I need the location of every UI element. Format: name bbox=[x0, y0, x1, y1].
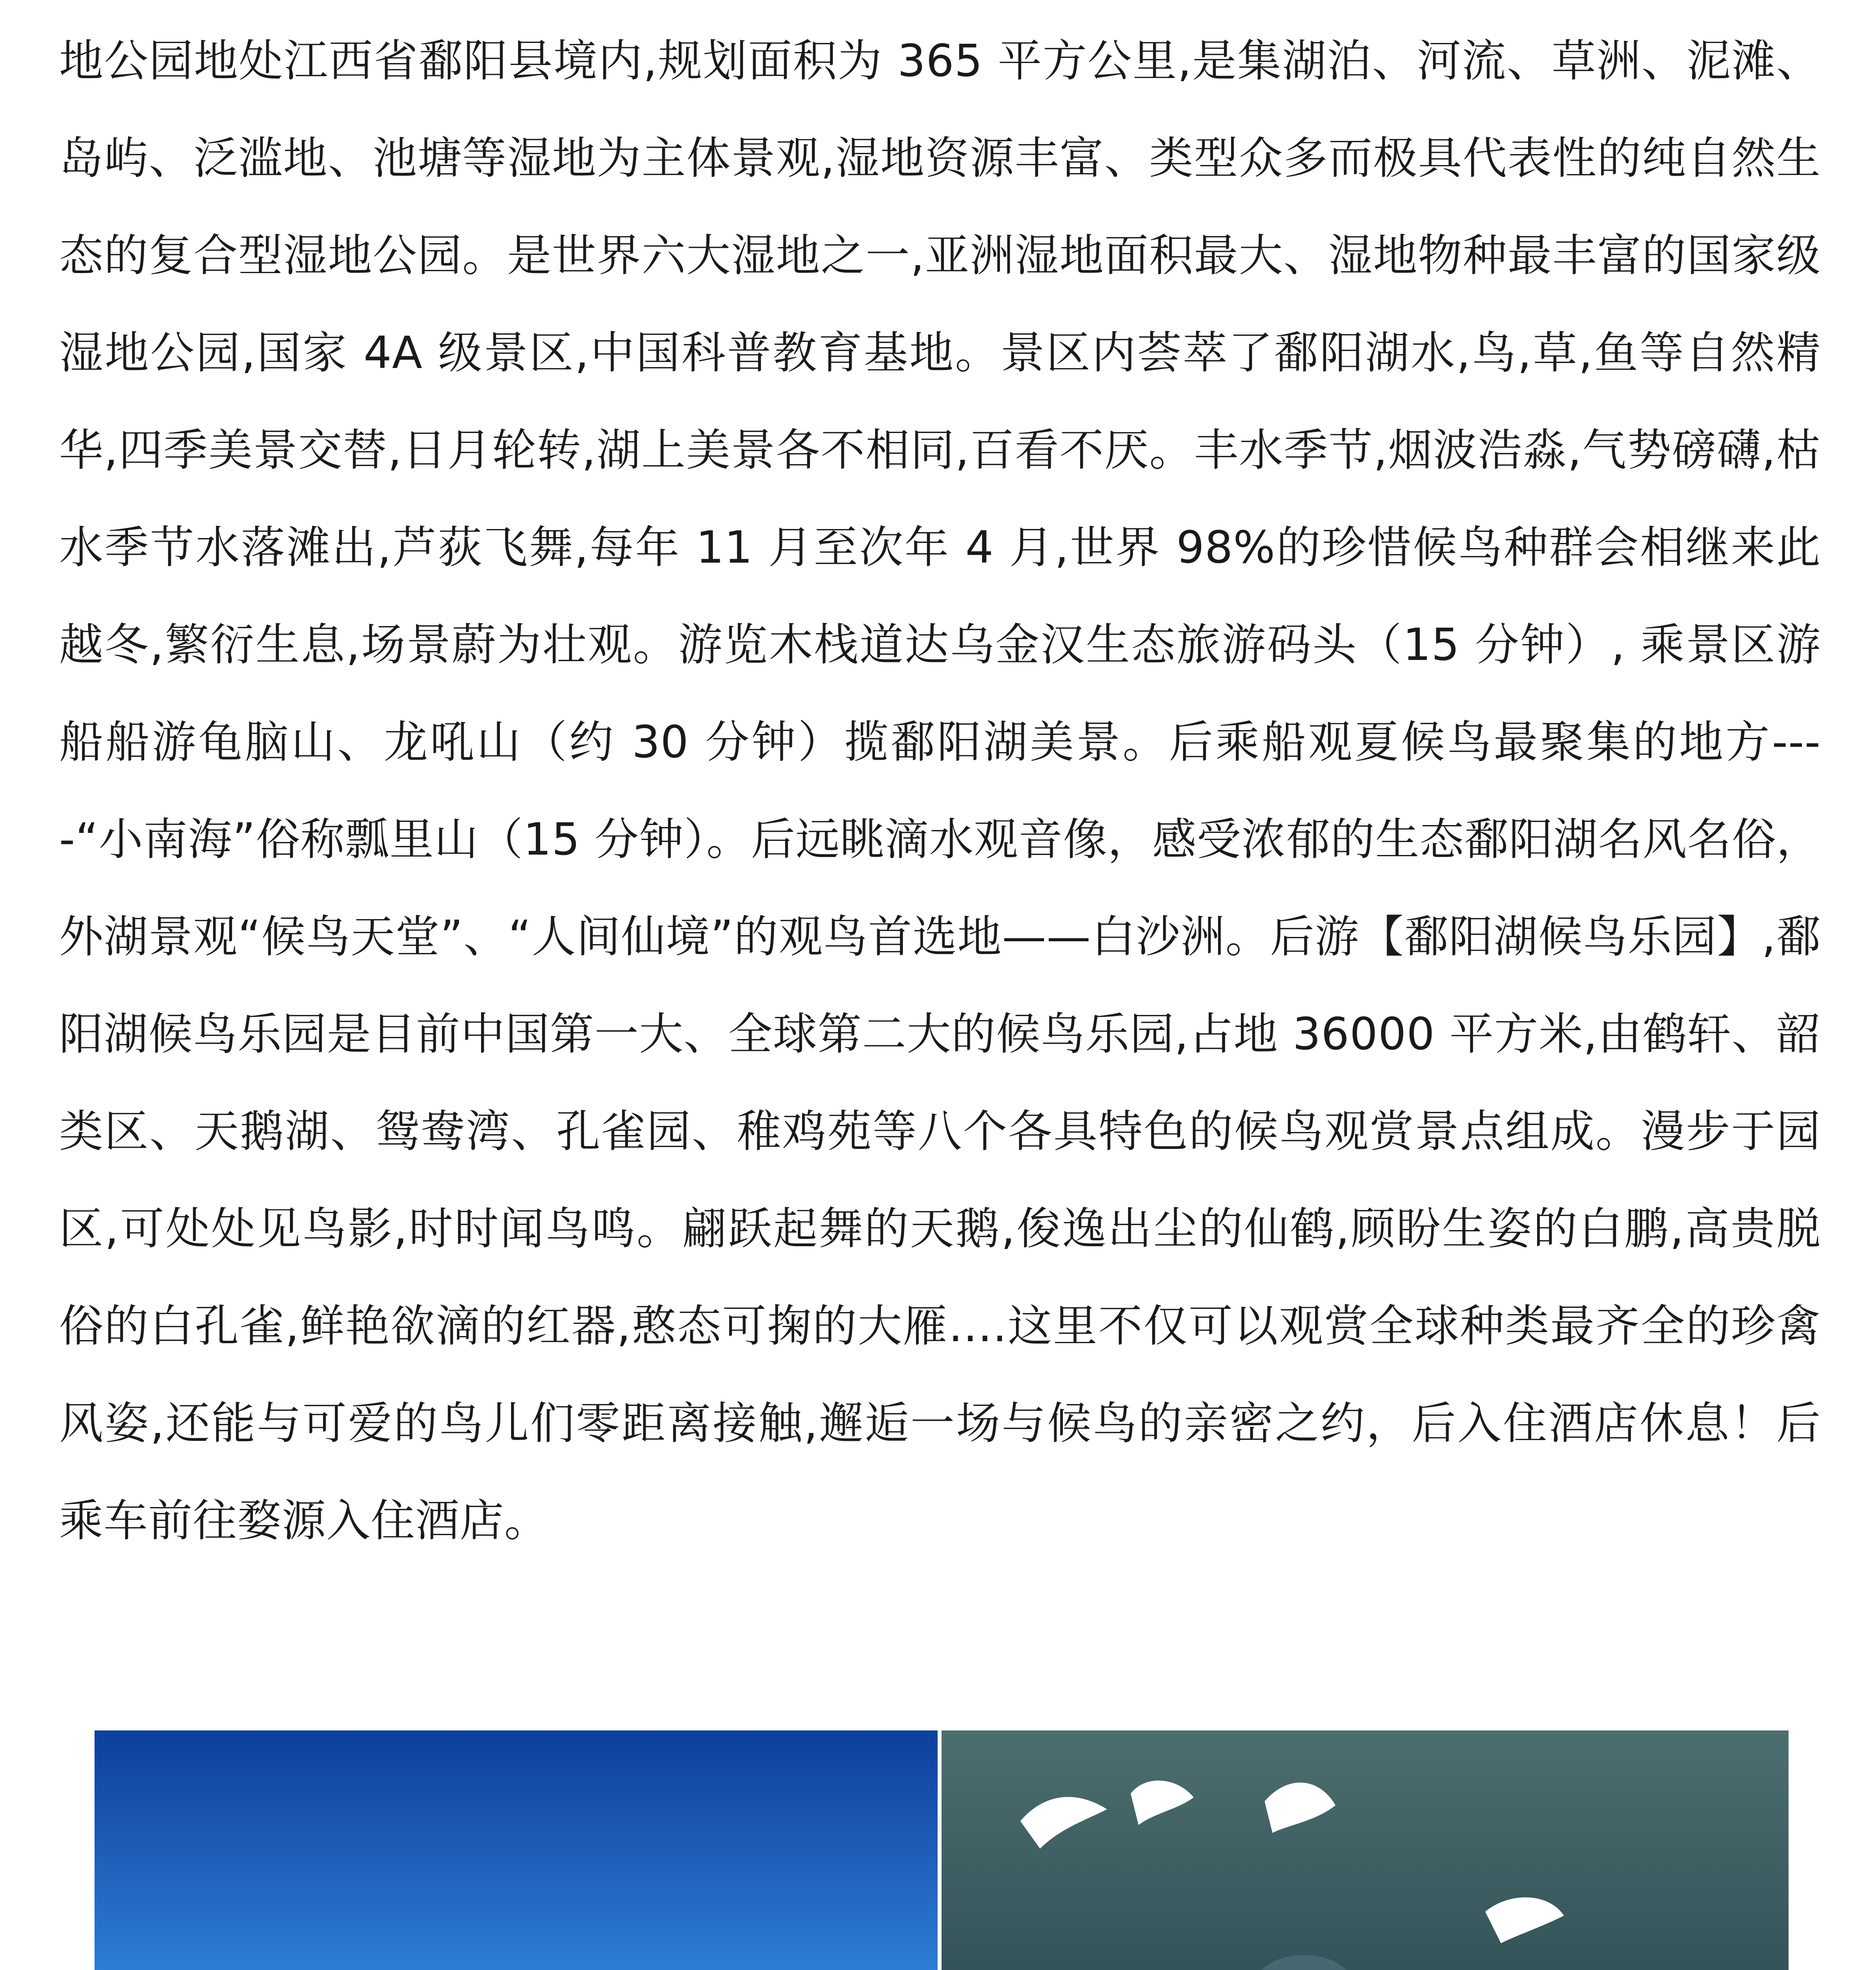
itinerary-paragraph: 地公园地处江西省鄱阳县境内,规划面积为 365 平方公里,是集湖泊、河流、草洲、泥滩、岛屿、泛滥地、池塘等湿地为主体景观,湿地资源丰富、类型众多而极具代表性的纯自然生态的复合型湿地公园。是世界六大湿地之一,亚洲湿地面积最大、湿地物种最丰富的国家级湿地公园,国家 4A 级景区,中国科普教育基地。景区内荟萃了鄱阳湖水,鸟,草,鱼等自然精华,四季美景交替,日月轮转,湖上美景各不相同,百看不厌。丰水季节,烟波浩淼,气势磅礴,枯水季节水落滩出,芦荻飞舞,每年 11 月至次年 4 月,世界 98%的珍惜候鸟种群会相继来此越冬,繁衍生息,场景蔚为壮观。游览木栈道达乌金汉生态旅游码头（15 分钟）, 乘景区游船船游龟脑山、龙吼山（约 30 分钟）揽鄱阳湖美景。后乘船观夏候鸟最聚集的地方----“小南海”俗称瓢里山（15 分钟）。后远眺滴水观音像，感受浓郁的生态鄱阳湖名风名俗，外湖景观“候鸟天堂”、“人间仙境”的观鸟首选地——白沙洲。后游【鄱阳湖候鸟乐园】,鄱阳湖候鸟乐园是目前中国第一大、全球第二大的候鸟乐园,占地 36000 平方米,由鹤轩、韶类区、天鹅湖、鸳鸯湾、孔雀园、稚鸡苑等八个各具特色的候鸟观赏景点组成。漫步于园区,可处处见鸟影,时时闻鸟鸣。翩跃起舞的天鹅,俊逸出尘的仙鹤,顾盼生姿的白鹏,高贵脱俗的白孔雀,鲜艳欲滴的红器,憨态可掬的大雁….这里不仅可以观赏全球种类最齐全的珍禽风姿,还能与可爱的鸟儿们零距离接触,邂逅一场与候鸟的亲密之约，后入住酒店休息！后乘车前往婺源入住酒店。 bbox=[59, 35, 1821, 1546]
photo-row bbox=[95, 1730, 1789, 1970]
lake-island-photo bbox=[95, 1730, 938, 1970]
egrets-photo bbox=[942, 1730, 1789, 1970]
